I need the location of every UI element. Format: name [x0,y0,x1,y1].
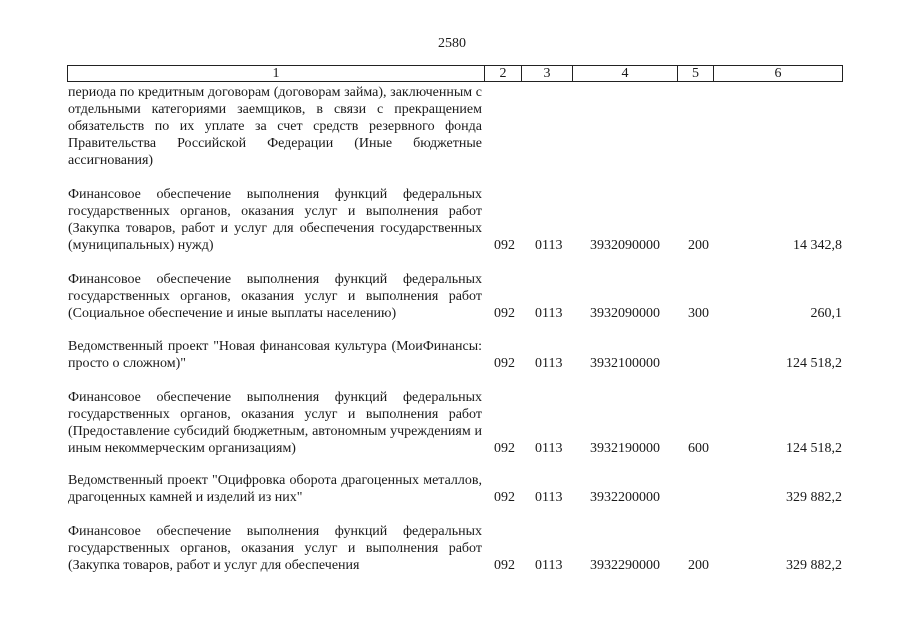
header-col-2: 2 [484,66,521,81]
header-col-5: 5 [677,66,713,81]
row-admin-code: 092 [494,558,515,573]
row-admin-code: 092 [494,490,515,505]
header-col-1: 1 [272,66,280,81]
row-section-code: 0113 [535,441,563,456]
header-col-3: 3 [521,66,572,81]
row-expense-type: 300 [688,306,709,321]
row-section-code: 0113 [535,238,563,253]
row-description: периода по кредитным договорам (договорам займа), заключенным с отдельными категориями заемщиков, в связи с прекращением обязательств по их уплате за счет средств резервного фонда Правительства Российской Федерации (Иные бюджетные ассигнования) [68,85,482,168]
row-target-code: 3932290000 [590,558,660,573]
row-target-code: 3932190000 [590,441,660,456]
row-admin-code: 092 [494,306,515,321]
row-description: Финансовое обеспечение выполнения функций федеральных государственных органов, оказания услуг и выполнения работ (Закупка товаров, работ и услуг для обеспечения государственных (муниципальных) нужд) [68,187,482,253]
row-section-code: 0113 [535,356,563,371]
row-description: Финансовое обеспечение выполнения функций федеральных государственных органов, оказания услуг и выполнения работ (Предоставление субсидий бюджетным, автономным учреждениям и иным некоммерческим организациям) [68,390,482,456]
table-header [67,65,843,82]
row-section-code: 0113 [535,306,563,321]
row-amount: 329 882,2 [786,558,842,573]
row-description: Ведомственный проект "Оцифровка оборота драгоценных металлов, драгоценных камней и изделий из них" [68,473,482,505]
row-target-code: 3932200000 [590,490,660,505]
row-admin-code: 092 [494,441,515,456]
row-admin-code: 092 [494,356,515,371]
row-amount: 329 882,2 [786,490,842,505]
header-col-4: 4 [572,66,677,81]
row-description: Ведомственный проект "Новая финансовая культура (МоиФинансы: просто о сложном)" [68,339,482,371]
page-number: 2580 [438,36,466,51]
row-target-code: 3932090000 [590,306,660,321]
row-amount: 14 342,8 [793,238,842,253]
row-target-code: 3932100000 [590,356,660,371]
row-description: Финансовое обеспечение выполнения функций федеральных государственных органов, оказания услуг и выполнения работ (Закупка товаров, работ и услуг для обеспечения [68,524,482,573]
row-amount: 124 518,2 [786,356,842,371]
row-section-code: 0113 [535,490,563,505]
header-col-6: 6 [713,66,842,81]
row-expense-type: 600 [688,441,709,456]
row-description: Финансовое обеспечение выполнения функций федеральных государственных органов, оказания услуг и выполнения работ (Социальное обеспечение и иные выплаты населению) [68,272,482,321]
row-amount: 124 518,2 [786,441,842,456]
row-admin-code: 092 [494,238,515,253]
row-expense-type: 200 [688,558,709,573]
row-amount: 260,1 [810,306,842,321]
row-target-code: 3932090000 [590,238,660,253]
row-section-code: 0113 [535,558,563,573]
row-expense-type: 200 [688,238,709,253]
